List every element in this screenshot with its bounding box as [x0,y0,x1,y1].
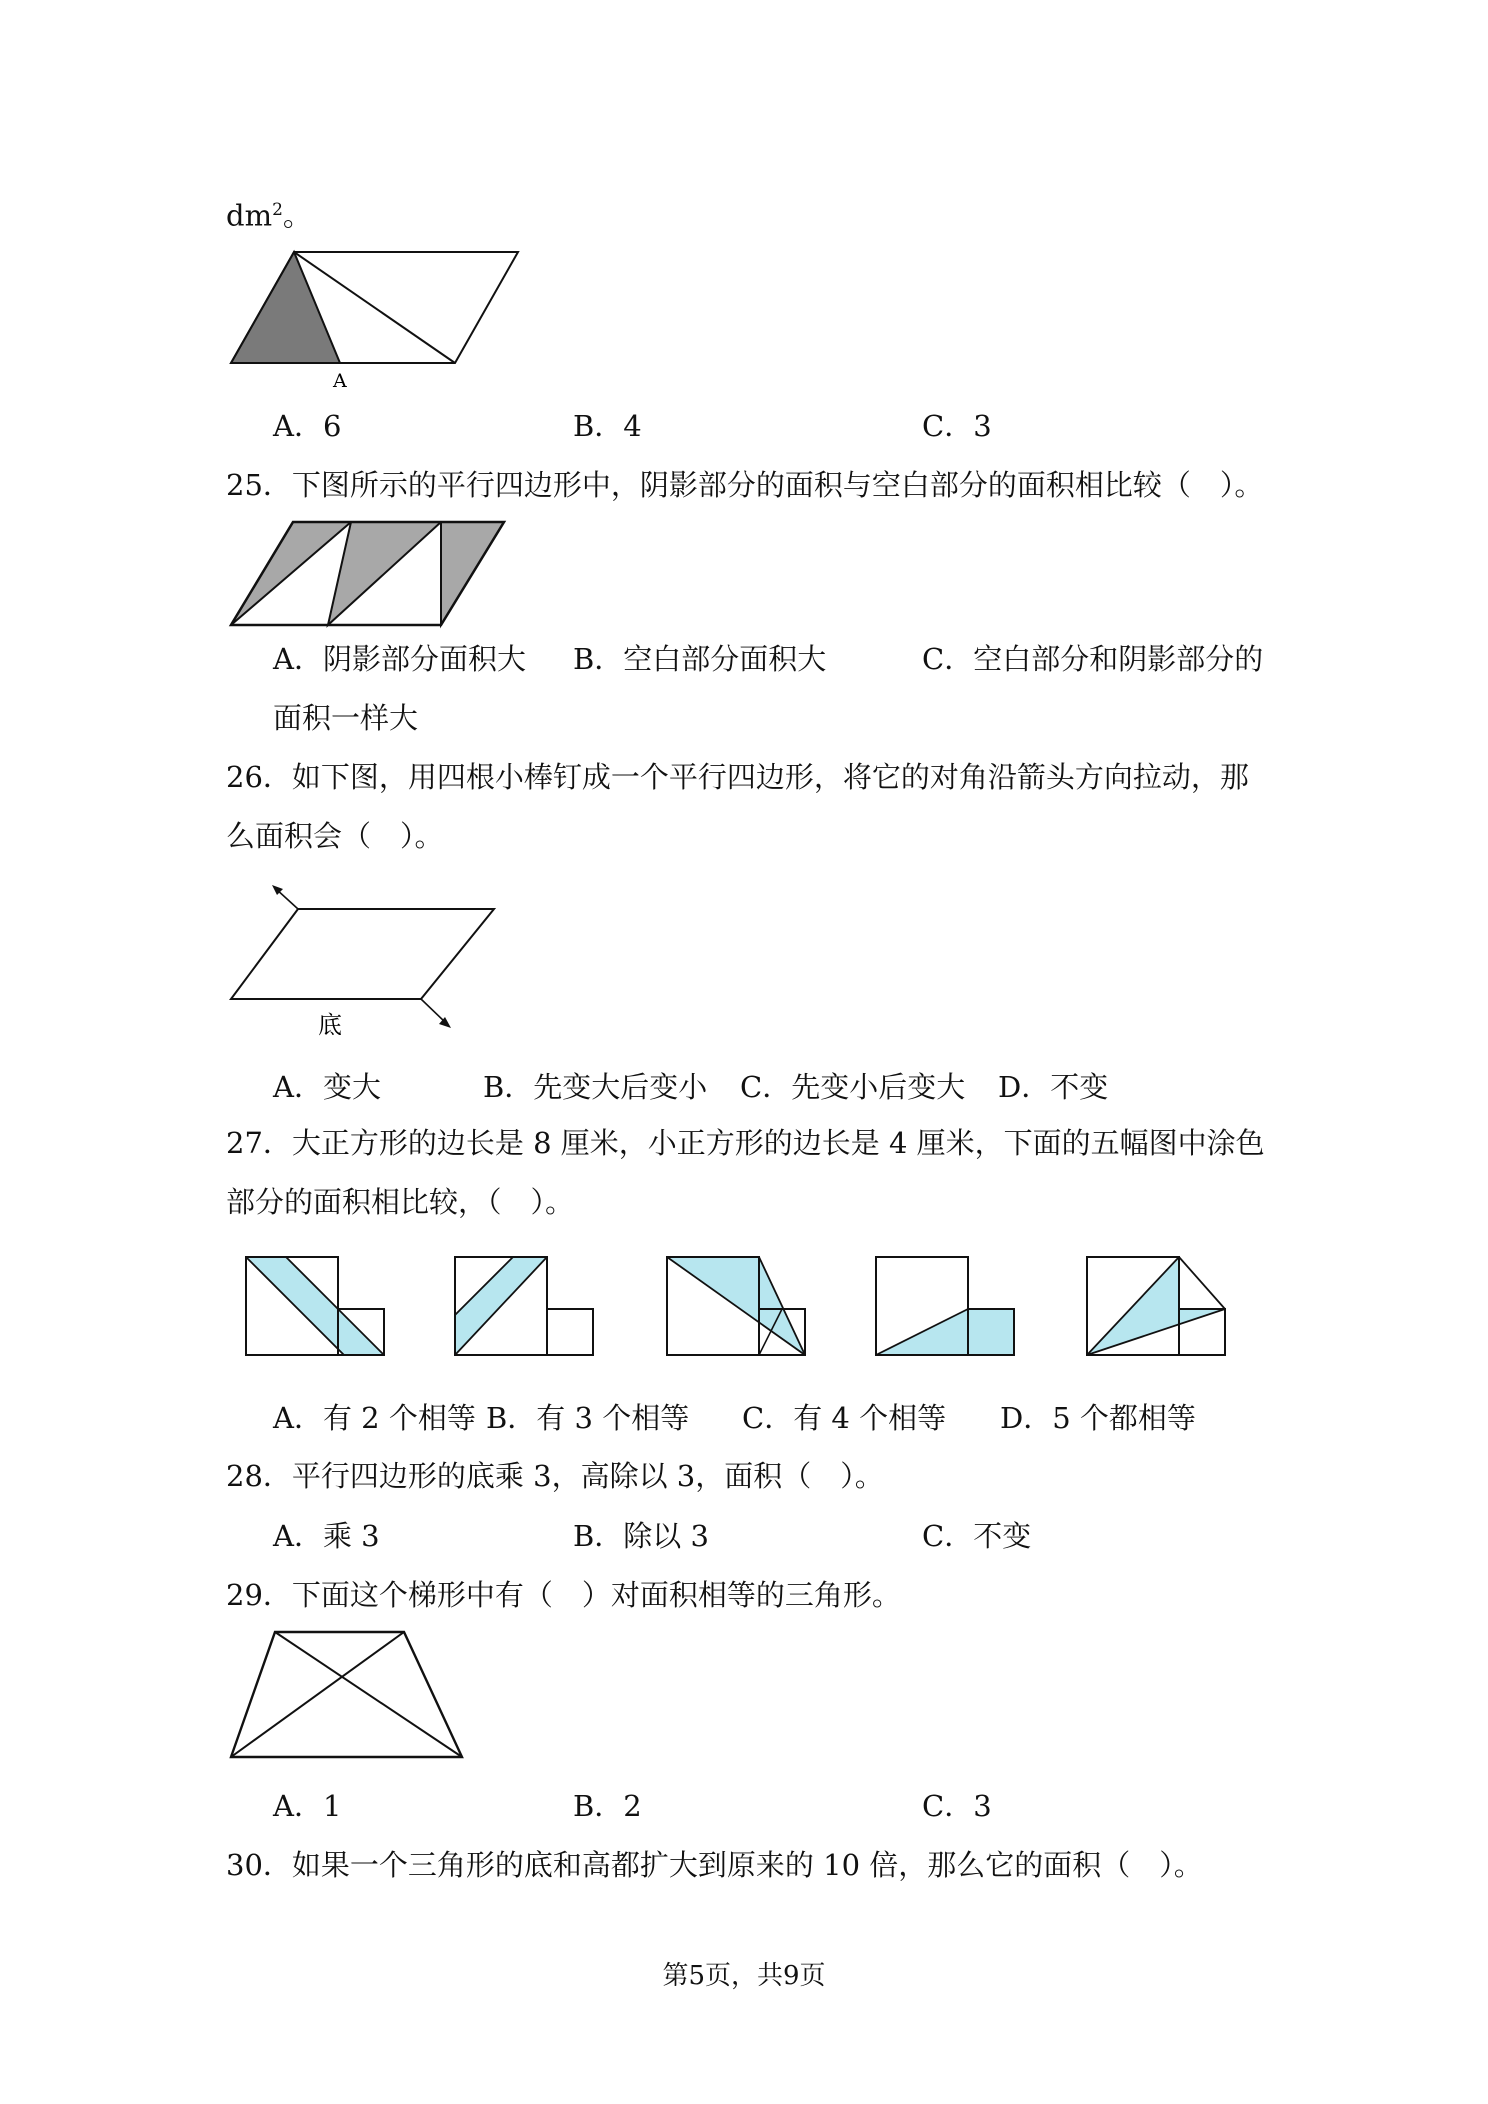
q26-question-line2: 么面积会（ ）。 [226,819,444,853]
q29-question: 29．下面这个梯形中有（ ）对面积相等的三角形。 [226,1578,901,1612]
q25-figure [226,518,516,630]
q28-option-c[interactable]: C．不变 [922,1519,1032,1553]
q26-label-base: 底 [318,1011,342,1039]
q24-unit-base: dm [226,198,273,233]
q24-unit [226,192,312,234]
q26-parallelogram [231,909,494,999]
q26-arrow-bottom-line [421,999,446,1023]
q25-question: 25．下图所示的平行四边形中，阴影部分的面积与空白部分的面积相比较（ ）。 [226,468,1264,502]
q29-option-c[interactable]: C．3 [922,1789,992,1823]
q28-option-a[interactable]: A．乘 3 [273,1519,380,1553]
q29-diagonal-b [231,1632,404,1757]
q26-option-a[interactable]: A．变大 [273,1070,381,1104]
q27-figure-1 [244,1255,394,1359]
q29-option-a[interactable]: A．1 [273,1789,342,1823]
q25-shade-2 [328,522,441,625]
q29-option-b[interactable]: B．2 [573,1789,642,1823]
q27-fig5-shade [1087,1257,1225,1355]
q27-fig5-line-b [1179,1257,1225,1309]
q25-option-b[interactable]: B．空白部分面积大 [573,642,827,676]
q24-unit-sup: 2 [272,200,283,220]
q26-option-c[interactable]: C．先变小后变大 [740,1070,966,1104]
q26-option-d[interactable]: D．不变 [998,1070,1109,1104]
q26-option-b[interactable]: B．先变大后变小 [483,1070,708,1104]
q26-question-line1: 26．如下图，用四根小棒钉成一个平行四边形，将它的对角沿箭头方向拉动，那 [226,760,1249,794]
q24-option-c[interactable]: C．3 [922,409,992,443]
q27-question-line1: 27．大正方形的边长是 8 厘米，小正方形的边长是 4 厘米，下面的五幅图中涂色 [226,1126,1265,1160]
page-footer: 第5页，共9页 [662,1961,826,1991]
q26-figure [226,882,506,1042]
q29-trapezoid [231,1632,462,1757]
q30-question: 30．如果一个三角形的底和高都扩大到原来的 10 倍，那么它的面积（ ）。 [226,1848,1203,1882]
q25-option-c[interactable]: C．空白部分和阴影部分的 [922,642,1264,676]
q25-option-c-cont: 面积一样大 [273,701,419,735]
q24-option-a[interactable]: A．6 [273,409,342,443]
q27-question-line2: 部分的面积相比较，（ ）。 [226,1185,575,1219]
q27-option-d[interactable]: D．5 个都相等 [1000,1401,1196,1435]
q27-figure-5 [1085,1255,1235,1359]
q28-option-b[interactable]: B．除以 3 [573,1519,709,1553]
q27-option-c[interactable]: C．有 4 个相等 [742,1401,947,1435]
q28-question: 28．平行四边形的底乘 3，高除以 3，面积（ ）。 [226,1459,884,1493]
q27-fig1-shade [246,1257,384,1355]
q27-figure-2 [453,1255,598,1359]
q27-figure-4 [874,1255,1024,1359]
q27-fig4-shade [876,1309,1014,1355]
q27-option-b[interactable]: B．有 3 个相等 [486,1401,690,1435]
q24-unit-end: 。 [282,198,312,233]
q27-fig2-small-square [547,1309,593,1355]
q24-label-a: A [333,370,347,392]
q29-figure [226,1628,466,1763]
q24-option-b[interactable]: B．4 [573,409,642,443]
q27-option-a[interactable]: A．有 2 个相等 [273,1401,476,1435]
q24-figure [226,245,526,395]
q27-figure-3 [665,1255,815,1359]
q25-option-a[interactable]: A．阴影部分面积大 [273,642,526,676]
